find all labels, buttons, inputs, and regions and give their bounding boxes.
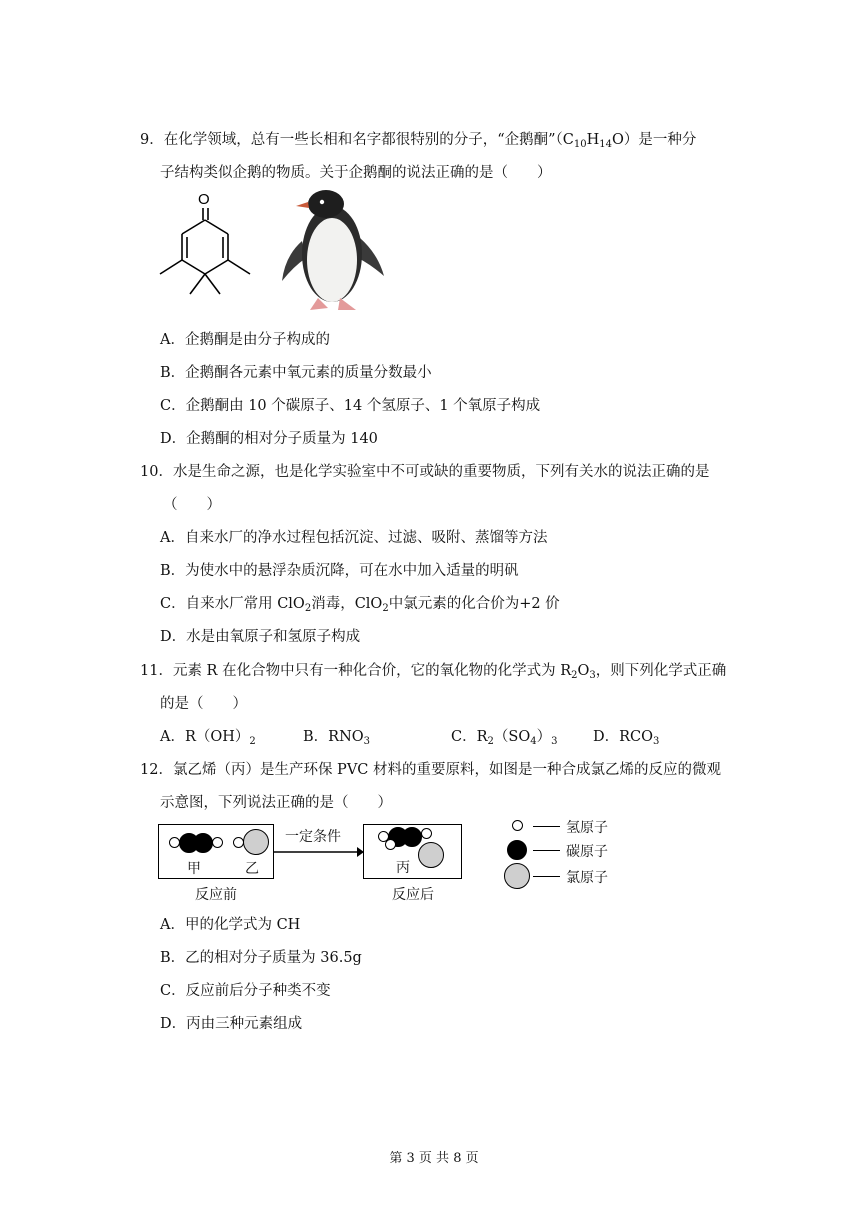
legend-line bbox=[533, 826, 560, 827]
label-yi: 乙 bbox=[245, 861, 259, 877]
q12-option-a[interactable]: A．甲的化学式为 CH bbox=[160, 917, 301, 933]
carbon-atom bbox=[193, 833, 213, 853]
q12-option-b[interactable]: B．乙的相对分子质量为 36.5g bbox=[160, 950, 362, 966]
legend-hydrogen-icon bbox=[512, 820, 523, 831]
q11-option-b[interactable]: B．$RNO_3$ bbox=[303, 729, 371, 747]
page-footer: 第 3 页 共 8 页 bbox=[389, 1151, 479, 1166]
q10-option-b[interactable]: B．为使水中的悬浮杂质沉降，可在水中加入适量的明矾 bbox=[160, 563, 519, 579]
label-bing: 丙 bbox=[396, 860, 410, 876]
q10-option-d[interactable]: D．水是由氧原子和氢原子构成 bbox=[160, 629, 361, 645]
q9-option-d[interactable]: D．企鹅酮的相对分子质量为 140 bbox=[160, 431, 378, 447]
q11-option-a[interactable]: A．$R(OH)_2$ bbox=[160, 729, 256, 747]
q12-stem-line1: 12．氯乙烯（丙）是生产环保 PVC 材料的重要原料，如图是一种合成氯乙烯的反应的微观 bbox=[140, 762, 721, 778]
legend-chlorine-icon bbox=[504, 863, 530, 889]
q9-option-a[interactable]: A．企鹅酮是由分子构成的 bbox=[160, 332, 330, 348]
q11-option-c[interactable]: C．$R_2(SO_4)_3$ bbox=[451, 729, 558, 747]
hydrogen-atom bbox=[212, 837, 223, 848]
before-label: 反应前 bbox=[195, 887, 237, 903]
hydrogen-atom bbox=[385, 839, 396, 850]
reaction-condition: 一定条件 bbox=[285, 829, 341, 845]
q9-option-b[interactable]: B．企鹅酮各元素中氧元素的质量分数最小 bbox=[160, 365, 432, 381]
chlorine-atom bbox=[243, 829, 269, 855]
q10-option-a[interactable]: A．自来水厂的净水过程包括沉淀、过滤、吸附、蒸馏等方法 bbox=[160, 530, 548, 546]
q9-option-c[interactable]: C．企鹅酮由 10 个碳原子、14 个氢原子、1 个氧原子构成 bbox=[160, 398, 541, 414]
legend-carbon-label: 碳原子 bbox=[566, 844, 608, 860]
penguin-image bbox=[280, 186, 386, 318]
legend-line bbox=[533, 876, 560, 877]
before-box bbox=[158, 824, 274, 879]
label-jia: 甲 bbox=[187, 861, 201, 877]
legend-chlorine-label: 氯原子 bbox=[566, 870, 608, 886]
q12-option-c[interactable]: C．反应前后分子种类不变 bbox=[160, 983, 331, 999]
q12-option-d[interactable]: D．丙由三种元素组成 bbox=[160, 1016, 303, 1032]
legend-line bbox=[533, 850, 560, 851]
q10-option-c[interactable]: C．自来水厂常用 ClO$_2$消毒，ClO$_2$中氯元素的化合价为+2 价 bbox=[160, 596, 560, 614]
arrow-icon bbox=[273, 846, 365, 858]
q11-stem-line2: 的是（ ） bbox=[160, 696, 247, 712]
legend-carbon-icon bbox=[507, 840, 527, 860]
q9-stem-line1: 9．在化学领域，总有一些长相和名字都很特别的分子，“企鹅酮$”(C_{10}H_{14}O)$是一种分 bbox=[140, 132, 697, 150]
hydrogen-atom bbox=[421, 828, 432, 839]
carbon-atom bbox=[402, 827, 422, 847]
q11-option-d[interactable]: D．$RCO_3$ bbox=[593, 729, 660, 747]
q11-stem-line1: 11．元素 R 在化合物中只有一种化合价，它的氧化物的化学式为 $R_2O_3$，则下列化学式正确 bbox=[140, 663, 727, 681]
q10-stem-line2: （ ） bbox=[163, 497, 221, 513]
legend-hydrogen-label: 氢原子 bbox=[566, 820, 608, 836]
chlorine-atom bbox=[418, 842, 444, 868]
q9-stem-line2: 子结构类似企鹅的物质。关于企鹅酮的说法正确的是（ ） bbox=[160, 165, 552, 181]
oxygen-label: O bbox=[198, 191, 210, 208]
q12-stem-line2: 示意图，下列说法正确的是（ ） bbox=[160, 795, 392, 811]
penguinone-structure bbox=[152, 188, 262, 300]
q10-stem-line1: 10．水是生命之源，也是化学实验室中不可或缺的重要物质，下列有关水的说法正确的是 bbox=[140, 464, 710, 480]
after-box bbox=[363, 824, 462, 879]
after-label: 反应后 bbox=[392, 887, 434, 903]
